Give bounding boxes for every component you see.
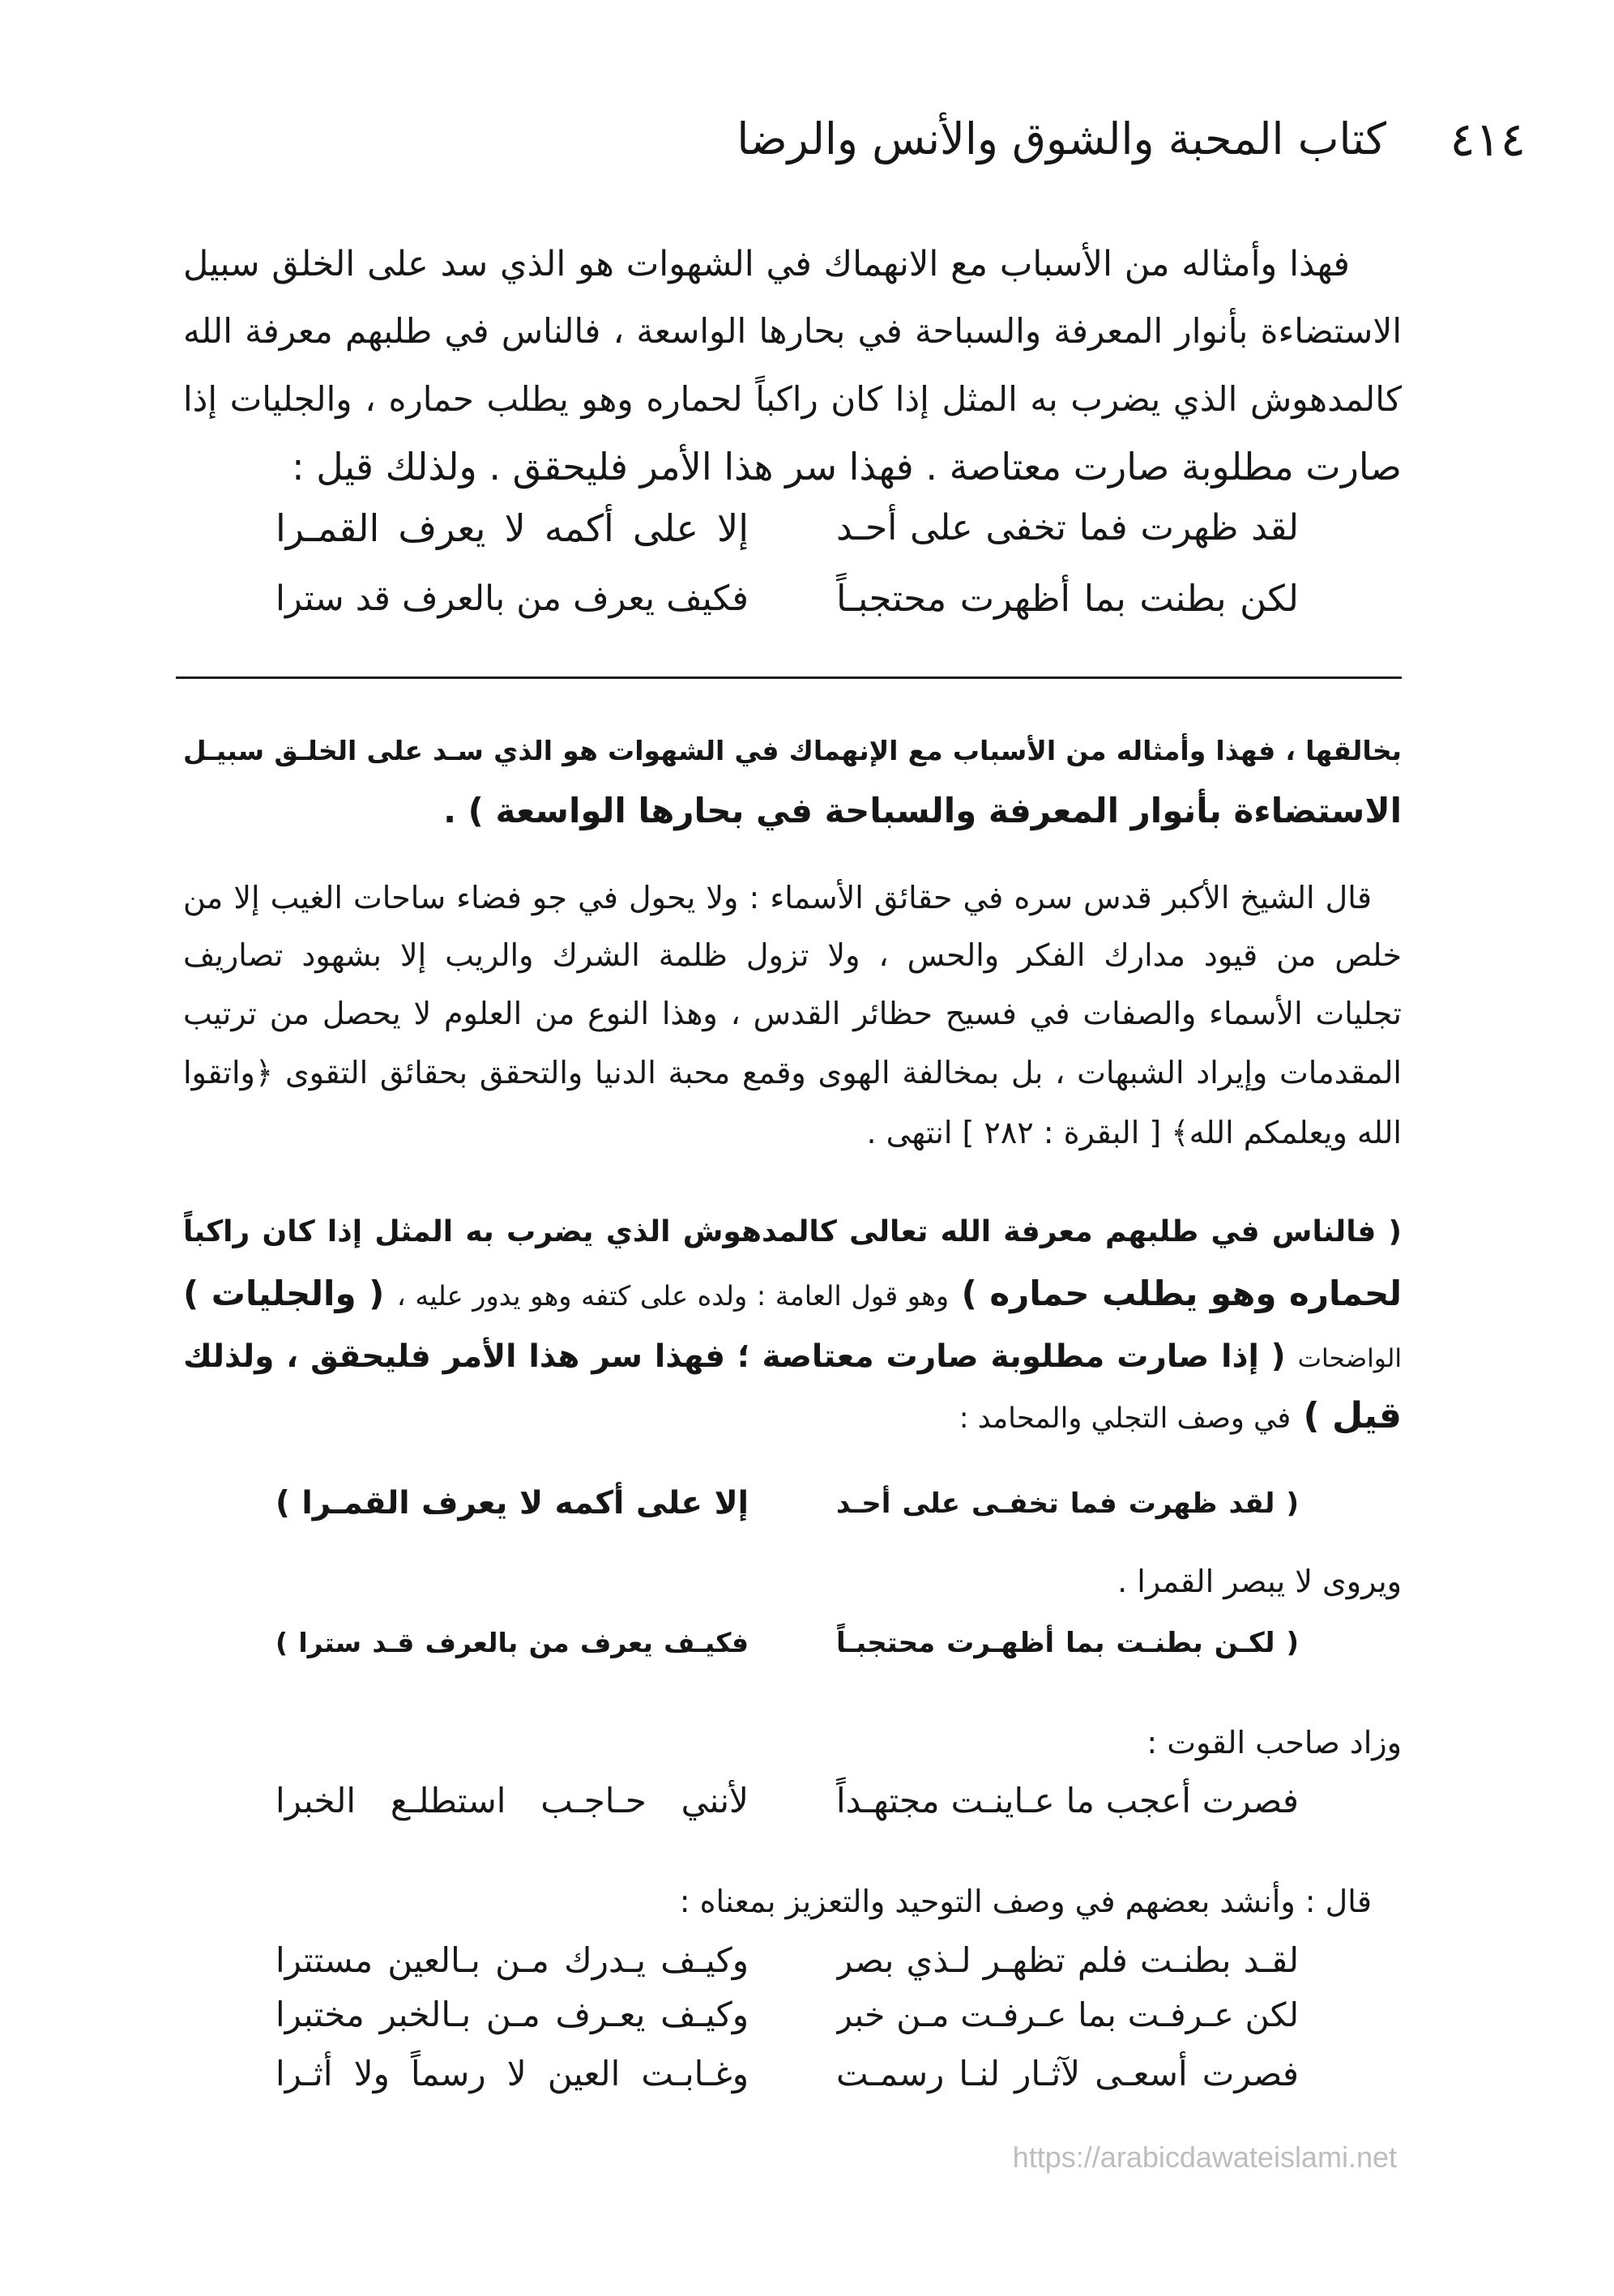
verse-first-hemistich: لكن بطنت بما أظهرت محتجبـاً — [836, 577, 1299, 620]
verse-first-hemistich: لكن عـرفـت بما عـرفـت مـن خبر — [836, 1995, 1299, 2034]
verse-first-hemistich: لقد ظهرت فما تخفى على أحـد — [836, 507, 1299, 548]
matn-quote: ( فالناس في طلبهم معرفة الله تعالى كالمدهوش الذي يضرب به المثل إذا كان راكباً — [183, 1215, 1402, 1248]
matn-quote: لحماره وهو يطلب حماره ) — [961, 1274, 1402, 1313]
verse-second-hemistich: لأنني حـاجـب استطلـع الخبرا — [275, 1781, 749, 1820]
quoted-passage-line: قال الشيخ الأكبر قدس سره في حقائق الأسماء : ولا يحول في جو فضاء ساحات الغيب إلا من — [183, 880, 1372, 915]
verse-second-hemistich: فكيف يعرف من بالعرف قد سترا — [275, 578, 749, 619]
verse-first-hemistich: فصرت أسعـى لآثـار لنـا رسمـت — [836, 2054, 1299, 2093]
matn-verse — [0, 565, 1614, 633]
matn-quote: ( والجليات ) — [183, 1274, 385, 1313]
quoted-passage-line: المقدمات وإيراد الشبهات ، بل بمخالفة الهوى وقمع محبة الدنيا والتحقق بحقائق التقوى ﴿واتقوا — [183, 1055, 1402, 1090]
commentary-gloss: في وصف التجلي والمحامد : — [959, 1402, 1292, 1435]
explanation-line — [183, 1263, 1402, 1325]
recited-verse — [0, 2046, 1614, 2102]
verse-first-hemistich: ( لكـن بطنـت بما أظهـرت محتجبـاً — [836, 1627, 1299, 1659]
verse-first-hemistich: فصرت أعجب ما عـاينـت مجتهـداً — [836, 1781, 1299, 1820]
verse-first-hemistich: لقـد بطنـت فلم تظهـر لـذي بصر — [836, 1940, 1299, 1980]
explanation-line — [183, 1385, 1402, 1447]
explanation-line — [183, 1326, 1402, 1388]
quoted-passage-line: الله ويعلمكم الله﴾ [ البقرة : ٢٨٢ ] انتهى . — [866, 1115, 1402, 1150]
qut-verse — [0, 1773, 1614, 1829]
recited-verse — [0, 1932, 1614, 1989]
verse-second-hemistich: إلا على أكمه لا يعرف القمـرا — [275, 506, 749, 550]
matn-verse — [0, 494, 1614, 562]
commentary-verse — [0, 1473, 1614, 1534]
matn-line: كالمدهوش الذي يضرب به المثل إذا كان راكباً لحماره وهو يطلب حماره ، والجليات إذا — [183, 379, 1402, 419]
watermark-url: https://arabicdawateislami.net — [1012, 2140, 1397, 2174]
commentary-gloss: الواضحات — [1297, 1344, 1402, 1373]
matn-quote: ( إذا صارت مطلوبة صارت معتاصة ؛ فهذا سر هذا الأمر فليحقق ، ولذلك — [183, 1338, 1286, 1375]
verse-second-hemistich: إلا على أكمه لا يعرف القمـرا ) — [275, 1485, 749, 1521]
page-number: ٤١٤ — [1450, 112, 1526, 167]
verse-second-hemistich: وكيـف يعـرف مـن بـالخبر مختبرا — [275, 1995, 749, 2034]
recited-verse — [0, 1987, 1614, 2043]
verse-second-hemistich: فكيـف يعرف من بالعرف قـد سترا ) — [275, 1627, 749, 1658]
matn-line: الاستضاءة بأنوار المعرفة والسباحة في بحارها الواسعة ، فالناس في طلبهم معرفة الله — [183, 311, 1402, 351]
variant-reading-note: ويروى لا يبصر القمرا . — [1117, 1564, 1402, 1599]
qut-intro: وزاد صاحب القوت : — [1146, 1725, 1402, 1760]
verse-first-hemistich: ( لقد ظهرت فما تخفـى على أحـد — [836, 1487, 1299, 1520]
explanation-line — [183, 1201, 1402, 1263]
matn-line: فهذا وأمثاله من الأسباب مع الانهماك في الشهوات هو الذي سد على الخلق سبيل — [183, 244, 1350, 284]
verse-second-hemistich: وكيـف يـدرك مـن بـالعين مستترا — [275, 1940, 749, 1980]
commentary-bold-line: بخالقها ، فهذا وأمثاله من الأسباب مع الإنهماك في الشهوات هو الذي سـد على الخلـق سبيـل — [183, 735, 1402, 766]
matn-quote: قيل ) — [1303, 1395, 1402, 1436]
quoted-passage-line: خلص من قيود مدارك الفكر والحس ، ولا تزول ظلمة الشرك والريب إلا بشهود تصاريف — [183, 937, 1402, 973]
separator-rule — [176, 676, 1402, 679]
book-title: كتاب المحبة والشوق والأنس والرضا — [737, 113, 1386, 164]
commentary-bold-line: الاستضاءة بأنوار المعرفة والسباحة في بحارها الواسعة ) . — [443, 791, 1402, 830]
commentary-gloss: وهو قول العامة : ولده على كتفه وهو يدور عليه ، — [396, 1280, 950, 1312]
matn-line: صارت مطلوبة صارت معتاصة . فهذا سر هذا الأمر فليحقق . ولذلك قيل : — [292, 445, 1402, 489]
commentary-verse — [0, 1612, 1614, 1674]
verse-second-hemistich: وغـابـت العين لا رسماً ولا أثـرا — [275, 2054, 749, 2093]
quoted-passage-line: تجليات الأسماء والصفات في فسيح حظائر القدس ، وهذا النوع من العلوم لا يحصل من ترتيب — [183, 996, 1402, 1031]
recited-intro: قال : وأنشد بعضهم في وصف التوحيد والتعزيز بمعناه : — [679, 1884, 1372, 1919]
